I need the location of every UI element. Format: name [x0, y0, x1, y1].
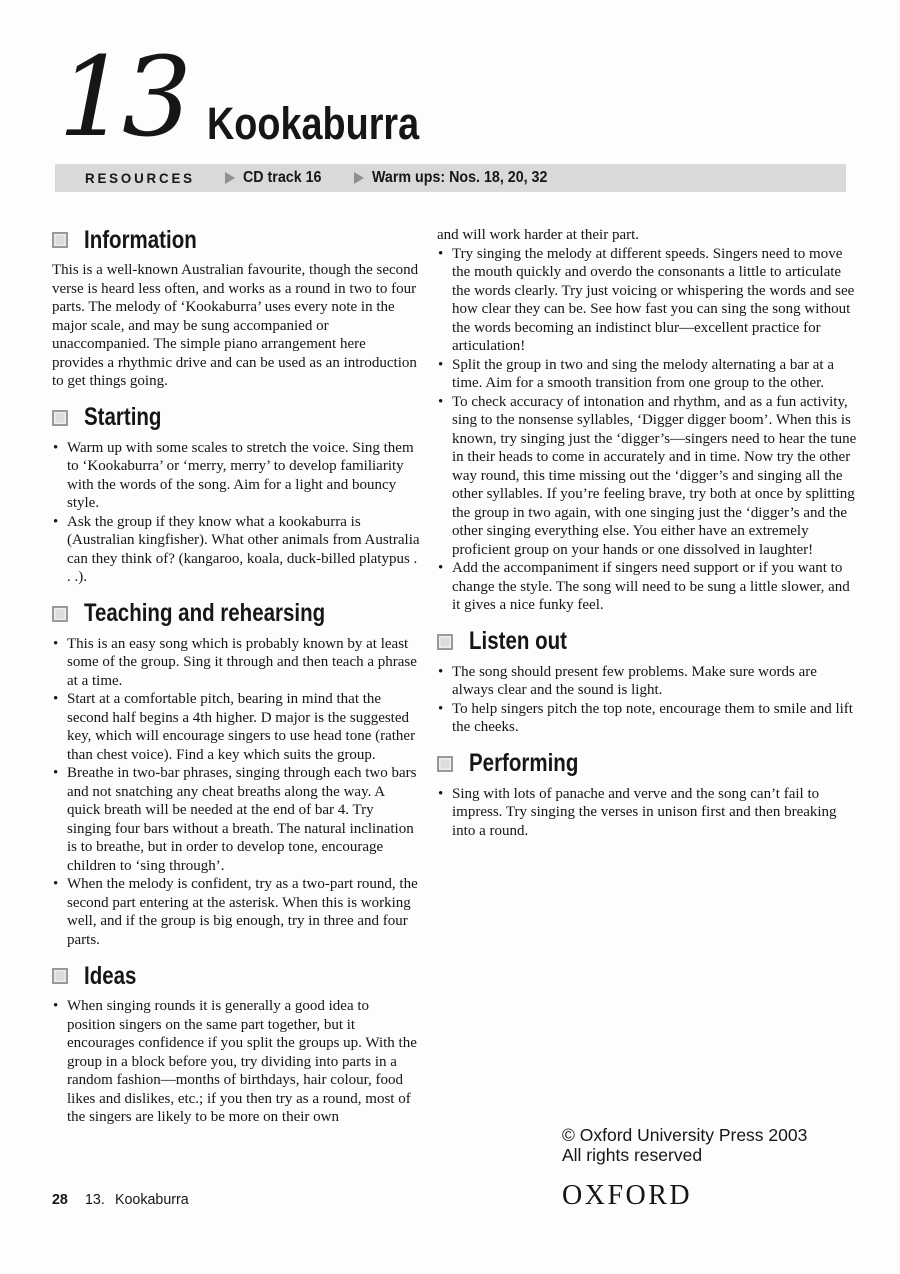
page-number: 28 [52, 1191, 68, 1208]
bullet-item: • The song should present few problems. Make sure words are always clear and the sound is light. [452, 663, 861, 700]
section-heading-row [52, 226, 421, 254]
section-heading: Performing [469, 749, 579, 777]
continuation-text: and will work harder at their part. [437, 227, 640, 243]
footer-chapter-title: Kookaburra [114, 1191, 189, 1208]
bullet-list [437, 245, 861, 615]
section-heading: Information [84, 225, 197, 254]
resource-warm-ups: Warm ups: Nos. 18, 20, 32 [371, 169, 548, 186]
bullet-item: • Breathe in two-bar phrases, singing through each two bars and not snatching any cheat breaths along the way. A quick breath will be needed at the end of bar 4. Try singing four bars without a breath. The natural inclination is to breathe, but in order to develop tone, encourage children to ‘sing through’. [67, 764, 421, 875]
checkbox-icon [437, 756, 453, 772]
section-heading-row [52, 600, 421, 628]
bullet-item: • When the melody is confident, try as a two-part round, the second part entering at the asterisk. When this is working well, and if the group is big enough, try in three and four parts. [67, 875, 421, 949]
page-title: Kookaburra [207, 98, 420, 149]
resources-bar [55, 164, 846, 192]
checkbox-icon [52, 410, 68, 426]
chapter-number: 13 [58, 33, 186, 161]
page-footer [52, 1192, 192, 1207]
section-heading-row [437, 750, 861, 778]
publisher-logo: OXFORD [562, 1180, 693, 1211]
rights-line: All rights reserved [562, 1145, 703, 1165]
bullet-item: • Ask the group if they know what a kookaburra is (Australian kingfisher). What other animals from Australia can they think of? (kangaroo, koala, duck-billed platypus . . .). [67, 513, 421, 587]
bullet-list [52, 439, 421, 587]
bullet-item: • Split the group in two and sing the melody alternating a bar at a time. Aim for a smooth transition from one group to the other. [452, 356, 861, 393]
section-heading: Listen out [469, 627, 567, 655]
section-ideas [52, 962, 421, 1127]
footer-chapter-ref: 13. [84, 1191, 105, 1208]
bullet-item: • To help singers pitch the top note, encourage them to smile and lift the cheeks. [452, 700, 861, 737]
bullet-item: • Sing with lots of panache and verve and the song can’t fail to impress. Try singing the verses in unison first and then breaking into a round. [452, 785, 861, 841]
resource-cd-track: CD track 16 [242, 169, 322, 186]
imprint-block [562, 1125, 807, 1210]
section-heading-row [52, 962, 421, 990]
bullet-list [52, 997, 421, 1127]
section-starting [52, 404, 421, 587]
checkbox-icon [437, 634, 453, 650]
left-column [52, 226, 421, 1127]
section-performing [437, 750, 861, 841]
right-column [437, 226, 861, 840]
section-heading-row [52, 404, 421, 432]
bullet-item: • To check accuracy of intonation and rhythm, and as a fun activity, sing to the nonsense syllables, ‘Digger digger boom’. When this is known, try singing just the ‘digger’s—singers need to hear the tune in their heads to come in accurately and in time. Now try the other way round, this time missing out the ‘digger’s and singing all the other syllables. If you’re feeling brave, try both at once by splitting the group in two again, with one singing just the ‘digger’s and the other singing everything else. You either have an extremely proficient group on your hands or one dissolved in laughter! [452, 393, 861, 560]
checkbox-icon [52, 232, 68, 248]
bullet-list [52, 635, 421, 950]
copyright-line: © Oxford University Press 2003 [562, 1125, 808, 1145]
section-listen-out [437, 628, 861, 737]
arrow-icon [354, 172, 364, 184]
checkbox-icon [52, 606, 68, 622]
bullet-item: • This is an easy song which is probably known by at least some of the group. Sing it through and then teach a phrase at a time. [67, 635, 421, 691]
bullet-list [437, 785, 861, 841]
section-teaching-and-rehearsing [52, 600, 421, 950]
bullet-item: • Start at a comfortable pitch, bearing in mind that the second half begins a 4th higher. D major is the suggested key, which will encourage singers to use head tone (rather than chest voice). Find a key which suits the group. [67, 690, 421, 764]
section-paragraph: This is a well-known Australian favourite, though the second verse is heard less often, and works as a round in two to four parts. The melody of ‘Kookaburra’ uses every note in the major scale, and may be sung accompanied or unaccompanied. The simple piano arrangement here provides a rhythmic drive and can be used as an introduction to get things going. [52, 262, 419, 389]
bullet-item: • Warm up with some scales to stretch the voice. Sing them to ‘Kookaburra’ or ‘merry, merry’ to develop familiarity with the words of the song. Aim for a light and bouncy style. [67, 439, 421, 513]
section-heading: Ideas [84, 961, 137, 990]
bullet-item: • Try singing the melody at different speeds. Singers need to move the mouth quickly and overdo the consonants a little to articulate the words clearly. Try just voicing or whispering the words and see how clear they can be. See how fast you can sing the song without the words becoming an indistinct blur—excellent practice for articulation! [452, 245, 861, 356]
section-heading-row [437, 628, 861, 656]
section-information [52, 226, 421, 391]
bullet-item: • Add the accompaniment if singers need support or if you want to change the style. The song will need to be sung a little slower, and it gives a nice funky feel. [452, 559, 861, 615]
arrow-icon [225, 172, 235, 184]
checkbox-icon [52, 968, 68, 984]
bullet-list [437, 663, 861, 737]
bullet-item: • When singing rounds it is generally a good idea to position singers on the same part together, but it encourages confidence if you split the groups up. With the group in a block before you, try dividing into parts in a random fashion—months of birthdays, hair colour, food likes and dislikes, etc.; if you then try as a round, most of the singers are likely to be more on their own [67, 997, 421, 1127]
resources-label: RESOURCES [85, 170, 195, 186]
section-heading: Starting [84, 403, 162, 431]
section-heading: Teaching and rehearsing [84, 599, 326, 627]
